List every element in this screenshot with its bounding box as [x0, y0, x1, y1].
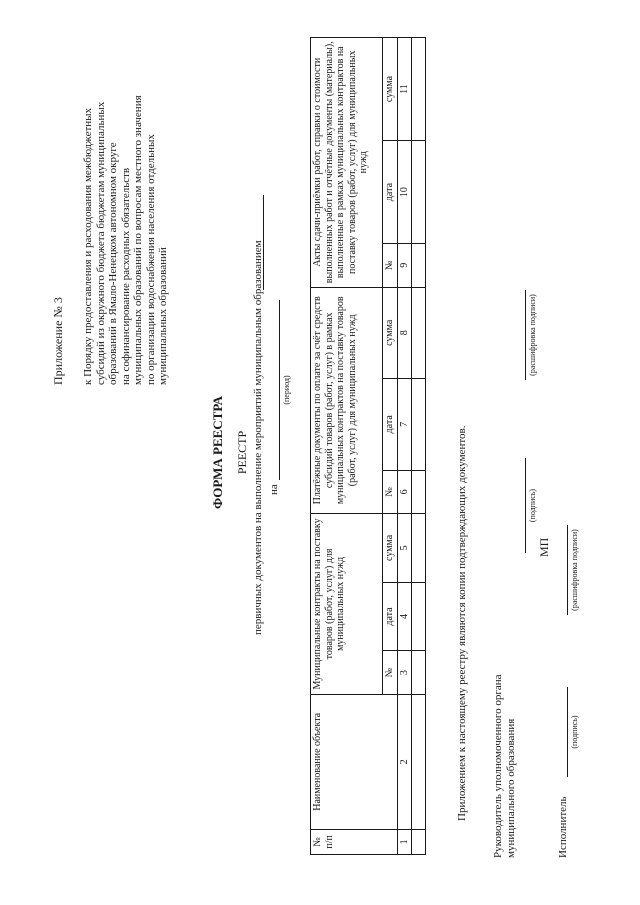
subheader-date: дата	[383, 582, 398, 651]
executor-sign-caption: (подпись)	[570, 715, 579, 749]
appendix-line: на софинансирование расходных обязательств	[119, 167, 132, 385]
empty-cell	[412, 694, 426, 829]
col-number: 3	[397, 651, 412, 694]
registry-on-prefix: на	[268, 484, 280, 495]
appendix-line: муниципальных образований	[157, 247, 169, 385]
empty-cell	[412, 582, 426, 651]
table-empty-row	[412, 38, 426, 855]
stamp-label: МП	[537, 537, 551, 557]
appendix-subtitle	[82, 5, 170, 385]
empty-cell	[412, 379, 426, 471]
empty-cell	[412, 470, 426, 513]
empty-cell	[412, 244, 426, 287]
empty-cell	[412, 651, 426, 694]
period-line	[279, 300, 280, 480]
head-sign-line	[525, 458, 526, 553]
registry-table	[310, 37, 426, 855]
attachment-note: Приложением к настоящему реестру являются копии подтверждающих документов.	[456, 425, 468, 821]
col-number: 6	[397, 470, 412, 513]
subheader-no: №	[383, 244, 398, 287]
col-number: 7	[397, 379, 412, 471]
period-caption: (период)	[282, 375, 291, 405]
header-num: № п/п	[311, 829, 398, 854]
empty-cell	[412, 287, 426, 379]
header-object: Наименование объекта	[311, 694, 398, 829]
subheader-no: №	[383, 470, 398, 513]
table-header-row	[311, 38, 383, 855]
empty-cell	[412, 514, 426, 583]
col-number: 8	[397, 287, 412, 379]
col-number: 5	[397, 514, 412, 583]
subheader-sum: сумма	[383, 514, 398, 583]
appendix-line: муниципальных образований по вопросам местного значения	[132, 95, 144, 385]
executor-decode-line	[567, 525, 568, 615]
head-label-line: муниципального образования	[504, 718, 517, 858]
executor-label: Исполнитель	[557, 796, 569, 858]
head-sign-caption: (подпись)	[528, 488, 537, 523]
empty-cell	[412, 141, 426, 244]
header-acts: Акты сдачи-приёмки работ, справки о стоимости выполненных работ и отчётные документы (материалы), выполненные в рамках муниципальных контрактов на поставку товаров (работ, услуг) для муниципальных нужд	[311, 38, 383, 288]
head-label-line: Руководитель уполномоченного органа	[492, 674, 504, 858]
appendix-line: по организации водоснабжения населения отдельных	[144, 134, 157, 385]
appendix-line: образований в Ямало-Ненецком автономном округе	[107, 142, 119, 385]
appendix-line: к Порядку предоставления и расходования межбюджетных	[82, 107, 94, 385]
executor-decode-caption: (расшифровка подписи)	[570, 529, 579, 611]
registry-title: РЕЕСТР	[235, 430, 249, 475]
form-title: ФОРМА РЕЕСТРА	[210, 395, 225, 510]
col-number: 4	[397, 582, 412, 651]
header-payments: Платёжные документы по оплате за счёт средств субсидий товаров (работ, услуг) в рамках муниципальных контрактов на поставку товаров (работ, услуг) для муниципальных нужд	[311, 287, 383, 514]
registry-line: первичных документов на выполнение мероприятий муниципальным образованием	[252, 240, 264, 635]
head-decode-caption: (расшифровка подписи)	[528, 294, 537, 376]
col-number: 2	[397, 694, 412, 829]
table-column-numbers-row	[397, 38, 412, 855]
col-number: 10	[397, 141, 412, 244]
col-number: 9	[397, 244, 412, 287]
header-contracts: Муниципальные контракты на поставку товаров (работ, услуг) для муниципальных нужд	[311, 514, 383, 695]
col-number: 1	[397, 829, 412, 854]
subheader-date: дата	[383, 141, 398, 244]
head-label	[492, 674, 517, 858]
subheader-date: дата	[383, 379, 398, 471]
empty-cell	[412, 829, 426, 854]
empty-cell	[412, 38, 426, 141]
head-decode-line	[525, 290, 526, 380]
col-number: 11	[397, 38, 412, 141]
executor-sign-line	[567, 687, 568, 777]
registry-blank-line	[263, 195, 264, 290]
appendix-title: Приложение № 3	[51, 297, 65, 385]
subheader-no: №	[383, 651, 398, 694]
subheader-sum: сумма	[383, 38, 398, 141]
subheader-sum: сумма	[383, 287, 398, 379]
appendix-line: субсидий из окружного бюджета бюджетам муниципальных	[94, 101, 107, 385]
